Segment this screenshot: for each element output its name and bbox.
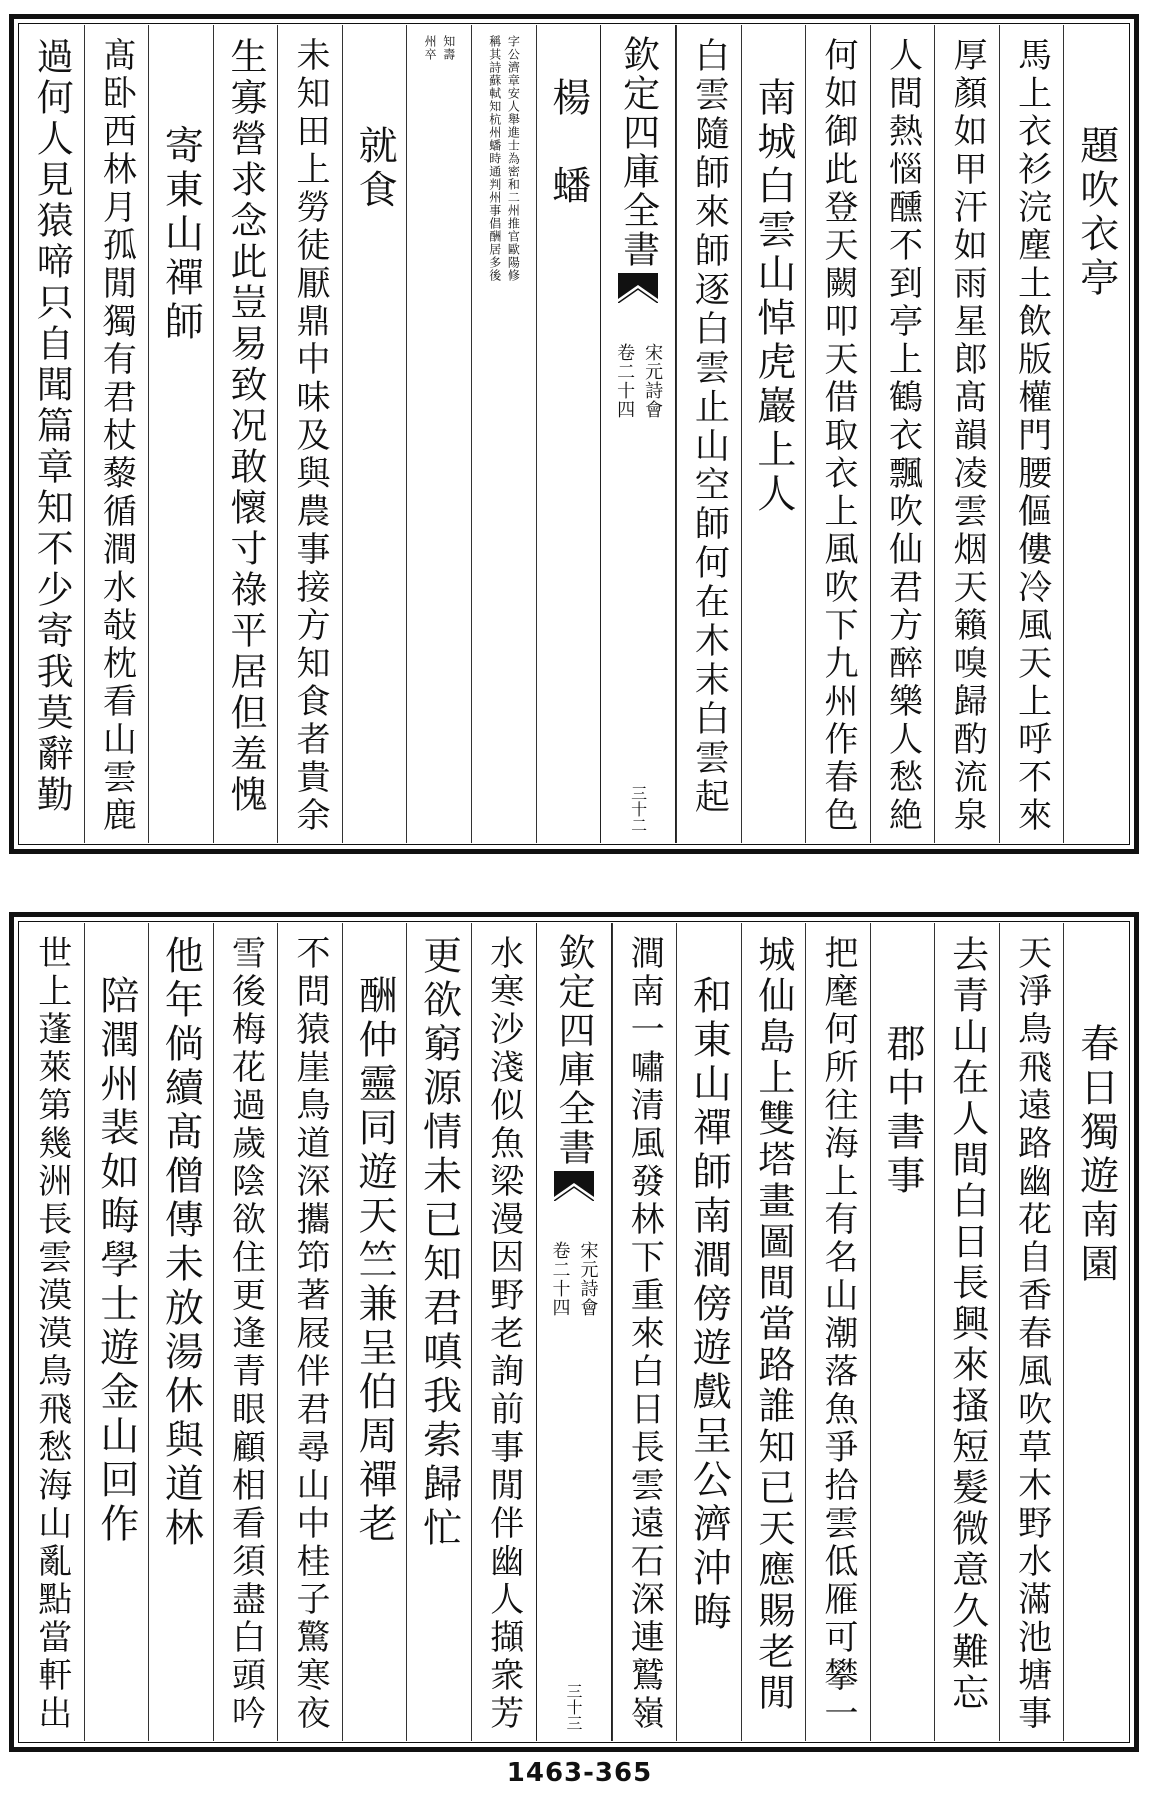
poem-line: 不問猿崖鳥道深攜笻著屐伴君尋山中桂子驚寒夜 <box>290 935 331 1733</box>
poem-line: 雪後梅花過歲陰欲住更逢青眼顧相看須盡白頭吟 <box>225 935 266 1733</box>
text-column <box>999 923 1064 1741</box>
folio-number: 三十二 <box>628 785 648 833</box>
text-column <box>999 25 1064 843</box>
text-column <box>406 25 471 843</box>
annotation-line: 知壽 <box>441 35 456 61</box>
poem-line: 他年倘續髙僧傳未放湯休與道林 <box>158 935 204 1551</box>
text-column <box>213 923 278 1741</box>
poem-line: 水寒沙淺似魚梁漫因野老詢前事閒伴幽人擷衆芳 <box>483 935 524 1733</box>
fishtail-mark-icon <box>554 1171 594 1201</box>
annotation-line: 稱其詩蘇軾知杭州蟠時通判州事倡酬居多後 <box>487 35 502 282</box>
poem-line: 去青山在人間白日長興來搔短髮微意久難忘 <box>945 935 989 1714</box>
text-column <box>342 25 407 843</box>
text-column <box>277 25 342 843</box>
text-column <box>84 25 149 843</box>
poem-line: 澗南一嘯清風發林下重來白日長雲遠石深連鷲嶺 <box>624 935 665 1733</box>
poem-line: 未知田上勞徒厭鼎中味及與農事接方知食者貴余 <box>290 37 331 835</box>
text-column <box>342 923 407 1741</box>
poem-line: 何如御此登天闕叩天借取衣上風吹下九州作春色 <box>817 37 858 835</box>
poem-line: 白雲隨師來師逐白雲止山空師何在木末白雲起 <box>689 37 730 817</box>
text-column <box>676 25 741 843</box>
poem-title: 南城白雲山悼虎巖上人 <box>750 77 796 517</box>
text-column <box>277 923 342 1741</box>
fishtail-mark-icon <box>618 273 658 303</box>
text-column <box>934 923 999 1741</box>
text-column <box>1063 923 1128 1741</box>
poem-line: 更欲窮源情未已知君嗔我索歸忙 <box>416 935 462 1551</box>
text-column <box>612 923 677 1741</box>
poem-title: 和東山禪師南澗傍遊戲呈公濟沖晦 <box>686 975 732 1635</box>
collection-name: 宋元詩會 <box>642 343 664 419</box>
annotation-line: 字公濟章安人舉進士為密和二州推官歐陽修 <box>506 35 521 282</box>
volume-number: 卷二十四 <box>614 343 636 419</box>
text-column <box>805 923 870 1741</box>
text-column <box>20 25 84 843</box>
text-column <box>870 923 935 1741</box>
upper-page <box>9 14 1139 854</box>
text-column <box>213 25 278 843</box>
annotation-line: 州卒 <box>423 35 438 61</box>
text-column <box>20 923 84 1741</box>
text-column <box>148 923 213 1741</box>
volume-info <box>547 1241 601 1317</box>
poem-title: 春日獨遊南園 <box>1073 1023 1119 1287</box>
center-banner <box>600 25 676 843</box>
poem-line: 厚顏如甲汗如雨星郎髙韻凌雲烟天籟嗅歸酌流泉 <box>947 37 988 835</box>
center-banner <box>536 923 612 1741</box>
text-column <box>471 25 536 843</box>
book-title: 欽定四庫全書 <box>552 933 595 1167</box>
volume-number: 卷二十四 <box>549 1241 571 1317</box>
upper-page-columns <box>20 25 1128 843</box>
book-title: 欽定四庫全書 <box>616 35 660 269</box>
poem-title: 楊 蟠 <box>545 77 591 209</box>
poem-title: 陪潤州裴如晦學士遊金山回作 <box>93 975 139 1547</box>
poem-line: 馬上衣衫浣塵土飲版權門腰傴僂冷風天上呼不來 <box>1011 37 1052 835</box>
text-column <box>741 25 806 843</box>
poem-line: 城仙島上雙塔畫圖間當路誰知已天應賜老閒 <box>751 935 795 1714</box>
text-column <box>805 25 870 843</box>
poem-line: 人間熱惱醺不到亭上鶴衣飄吹仙君方醉樂人愁絶 <box>882 37 923 835</box>
poem-title: 酬仲靈同遊天竺兼呈伯周禪老 <box>352 975 398 1547</box>
poem-title: 題吹衣亭 <box>1073 125 1119 301</box>
poem-line: 髙卧西林月孤閒獨有君杖藜循澗水敧枕看山雲鹿 <box>96 37 137 835</box>
page-number: 1463-365 <box>506 1758 653 1788</box>
poem-title: 就食 <box>352 125 398 213</box>
poem-line: 把麾何所往海上有名山潮落魚爭拾雲低雁可攀一 <box>817 935 858 1733</box>
text-column <box>870 25 935 843</box>
text-column <box>471 923 536 1741</box>
collection-name: 宋元詩會 <box>577 1241 599 1317</box>
text-column <box>406 923 471 1741</box>
poem-title: 郡中書事 <box>880 1023 926 1199</box>
text-column <box>676 923 741 1741</box>
text-column <box>536 25 601 843</box>
text-column <box>1063 25 1128 843</box>
lower-page-columns <box>20 923 1128 1741</box>
lower-page <box>9 912 1139 1752</box>
text-column <box>741 923 806 1741</box>
poem-line: 生寡營求念此豈易致况敢懷寸祿平居但羞愧 <box>223 37 267 816</box>
folio-number: 三十三 <box>564 1683 583 1731</box>
volume-info <box>611 343 665 419</box>
text-column <box>84 923 149 1741</box>
poem-line: 天淨鳥飛遠路幽花自香春風吹草木野水滿池塘事 <box>1011 935 1052 1733</box>
text-column <box>148 25 213 843</box>
poem-line: 過何人見猿啼只自聞篇章知不少寄我莫辭勤 <box>30 37 74 816</box>
text-column <box>934 25 999 843</box>
poem-title: 寄東山禪師 <box>158 125 204 345</box>
poem-line: 世上蓬萊第幾洲長雲漠漠鳥飛愁海山亂點當軒出 <box>31 935 72 1733</box>
